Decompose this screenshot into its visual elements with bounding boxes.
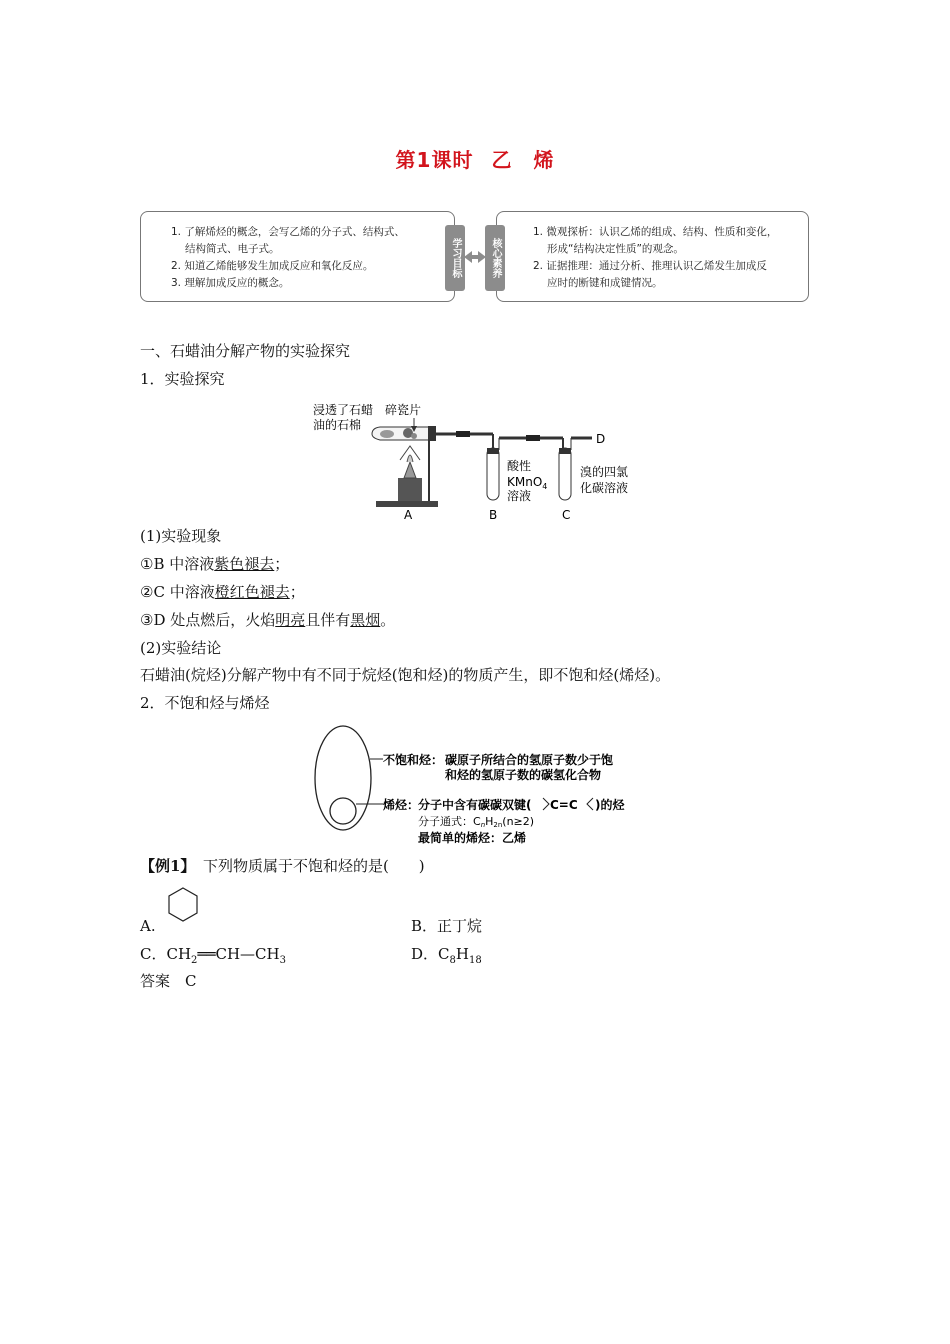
- literacy-line: 2. 证据推理：通过分析、推理认识乙烯发生加成反: [533, 260, 767, 272]
- svg-text:分子通式：CnH2n(n≥2): 分子通式：CnH2n(n≥2): [418, 815, 535, 829]
- stand-base: [376, 501, 438, 507]
- core-literacy-tag: 核心素养: [485, 225, 505, 291]
- goal-line: 2. 知道乙烯能够发生加成反应和氧化反应。: [171, 260, 374, 272]
- answer: 答案 C: [140, 972, 197, 990]
- label-soaked-asbestos-2: 油的石棉: [313, 418, 362, 432]
- lesson-title: [0, 144, 950, 173]
- learning-goals-tag: 学习目标: [445, 225, 465, 291]
- label-kmno4-3: 溶液: [507, 489, 532, 503]
- section-heading: 一、石蜡油分解产物的实验探究: [140, 342, 351, 360]
- simplest-alkene: 最简单的烯烃：乙烯: [418, 831, 527, 845]
- double-arrow-icon: [464, 249, 486, 265]
- option-c: C．$CH_2══CH—CH_3$: [140, 945, 286, 966]
- unsat-def-1: 碳原子所结合的氢原子数少于饱: [445, 753, 614, 767]
- option-d: D．$C_8H_{18}$: [411, 945, 482, 966]
- unsaturated-hydrocarbon-diagram: [310, 724, 640, 848]
- label-bromine-1: 溴的四氯: [580, 465, 629, 479]
- core-literacy-box: [496, 211, 809, 302]
- formula-label: 分子通式：: [418, 815, 473, 828]
- alkene-bond: C=C: [550, 798, 578, 812]
- goals-panel: [140, 211, 810, 304]
- conclusion-heading: (2)实验结论: [140, 639, 222, 657]
- label-porcelain-chips: 碎瓷片: [385, 403, 422, 417]
- label-a: A: [404, 508, 413, 522]
- label-soaked-asbestos: 浸透了石蜡: [313, 403, 374, 417]
- section2-heading: 2．不饱和烃与烯烃: [140, 694, 270, 712]
- label-c: C: [562, 508, 571, 522]
- learning-goals-box: [140, 211, 455, 302]
- literacy-line: 应时的断键和成键情况。: [547, 277, 663, 289]
- option-a: A.: [140, 917, 156, 935]
- test-tube-b: [487, 448, 499, 500]
- unsat-label: 不饱和烃：: [383, 753, 444, 767]
- alkene-label: 烯烃：: [383, 798, 420, 812]
- example-label: 【例1】: [140, 857, 188, 875]
- lesson-topic: 乙 烯: [491, 148, 555, 172]
- literacy-line: 形成“结构决定性质”的观念。: [547, 243, 684, 255]
- unsaturated-set-ellipse: [315, 726, 371, 830]
- label-d: D: [596, 432, 606, 446]
- goal-line: 3. 理解加成反应的概念。: [171, 277, 290, 289]
- alkene-def-pre: 分子中含有碳碳双键(: [418, 798, 532, 812]
- label-kmno4-2: KMnO: [507, 475, 543, 489]
- label-kmno4-1: 酸性: [507, 459, 532, 473]
- alkene-def-post: )的烃: [595, 798, 625, 812]
- literacy-line: 1. 微观探析：认识乙烯的组成、结构、性质和变化，: [533, 226, 778, 238]
- option-b: B．正丁烷: [411, 917, 483, 935]
- phenomenon-2: ②C 中溶液橙红色褪去；: [140, 583, 305, 601]
- label-kmno4-sub: 4: [542, 482, 548, 491]
- phenomenon-1: ①B 中溶液紫色褪去；: [140, 555, 290, 573]
- phenomena-heading: (1)实验现象: [140, 527, 222, 545]
- label-b: B: [489, 508, 498, 522]
- cyclohexene-structure: [166, 886, 200, 926]
- lesson-number: 第1课时: [395, 148, 474, 172]
- phenomenon-3: ③D 处点燃后，火焰明亮且伴有黑烟。: [140, 611, 396, 629]
- subsection-heading: 1．实验探究: [140, 370, 225, 388]
- goal-line: 结构简式、电子式。: [185, 243, 280, 255]
- example-question: [140, 856, 425, 876]
- experiment-apparatus-diagram: [308, 398, 648, 524]
- example-text: 下列物质属于不饱和烃的是( ): [202, 857, 425, 875]
- unsat-def-2: 和烃的氢原子数的碳氢化合物: [445, 768, 602, 782]
- alkene-set-circle: [330, 798, 356, 824]
- alcohol-lamp: [398, 478, 422, 501]
- label-bromine-2: 化碳溶液: [580, 481, 629, 495]
- goal-line: 1. 了解烯烃的概念，会写乙烯的分子式、结构式、: [171, 226, 405, 238]
- test-tube-c: [559, 448, 571, 500]
- conclusion-text: 石蜡油(烷烃)分解产物中有不同于烷烃(饱和烃)的物质产生，即不饱和烃(烯烃)。: [140, 666, 671, 684]
